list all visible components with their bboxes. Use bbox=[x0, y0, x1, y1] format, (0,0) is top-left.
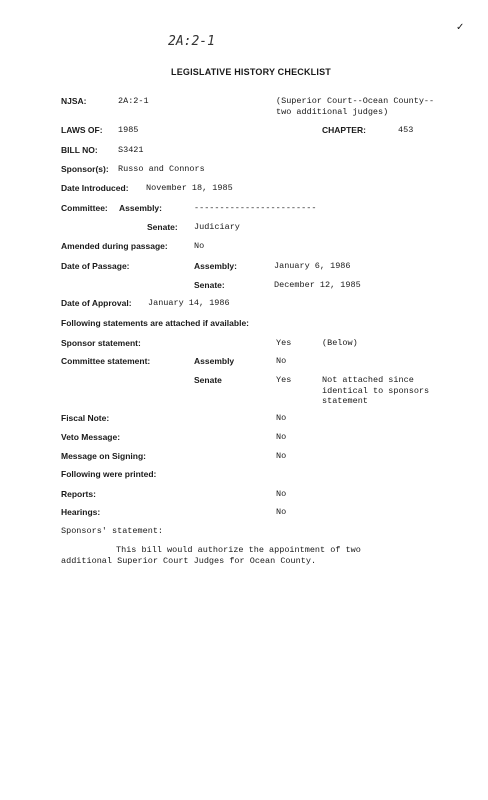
fiscal-note-label: Fiscal Note: bbox=[61, 413, 110, 423]
committee-statement-senate-value: Yes bbox=[276, 375, 292, 385]
page-title: LEGISLATIVE HISTORY CHECKLIST bbox=[171, 67, 331, 77]
committee-label: Committee: bbox=[61, 203, 108, 213]
date-of-approval-value: January 14, 1986 bbox=[148, 298, 230, 308]
sponsor-statement-note: (Below) bbox=[322, 338, 358, 348]
chapter-label: CHAPTER: bbox=[322, 125, 366, 135]
amended-label: Amended during passage: bbox=[61, 241, 168, 251]
njsa-value: 2A:2-1 bbox=[118, 96, 149, 106]
bill-no-label: BILL NO: bbox=[61, 145, 98, 155]
handwritten-id: 2A:2-1 bbox=[168, 34, 215, 49]
committee-statement-assembly-value: No bbox=[276, 356, 287, 366]
committee-statement-senate-label: Senate bbox=[194, 375, 222, 385]
hearings-label: Hearings: bbox=[61, 507, 101, 517]
sponsors-label: Sponsor(s): bbox=[61, 164, 109, 174]
passage-assembly-value: January 6, 1986 bbox=[274, 261, 351, 271]
sponsor-statement-label: Sponsor statement: bbox=[61, 338, 141, 348]
passage-assembly-label: Assembly: bbox=[194, 261, 237, 271]
njsa-note: (Superior Court--Ocean County--two additional judges) bbox=[276, 96, 435, 117]
sponsors-statement-text: This bill would authorize the appointment of two additional Superior Court Judges for Ocean County. bbox=[61, 545, 361, 566]
sponsors-value: Russo and Connors bbox=[118, 164, 205, 174]
message-on-signing-value: No bbox=[276, 451, 287, 461]
date-of-passage-label: Date of Passage: bbox=[61, 261, 130, 271]
veto-message-label: Veto Message: bbox=[61, 432, 121, 442]
laws-of-value: 1985 bbox=[118, 125, 139, 135]
fiscal-note-value: No bbox=[276, 413, 287, 423]
committee-statement-label: Committee statement: bbox=[61, 356, 151, 366]
message-on-signing-label: Message on Signing: bbox=[61, 451, 147, 461]
passage-senate-value: December 12, 1985 bbox=[274, 280, 361, 290]
committee-statement-senate-note: Not attached since identical to sponsors statement bbox=[322, 375, 430, 406]
amended-value: No bbox=[194, 241, 205, 251]
date-of-approval-label: Date of Approval: bbox=[61, 298, 132, 308]
passage-senate-label: Senate: bbox=[194, 280, 225, 290]
sponsors-statement-heading: Sponsors' statement: bbox=[61, 526, 164, 536]
date-introduced-value: November 18, 1985 bbox=[146, 183, 233, 193]
committee-senate-label: Senate: bbox=[147, 222, 178, 232]
committee-assembly-value: ------------------------ bbox=[194, 203, 317, 213]
reports-label: Reports: bbox=[61, 489, 96, 499]
date-introduced-label: Date Introduced: bbox=[61, 183, 129, 193]
laws-of-label: LAWS OF: bbox=[61, 125, 103, 135]
sponsor-statement-value: Yes bbox=[276, 338, 292, 348]
chapter-value: 453 bbox=[398, 125, 414, 135]
bill-no-value: S3421 bbox=[118, 145, 144, 155]
committee-assembly-label: Assembly: bbox=[119, 203, 162, 213]
reports-value: No bbox=[276, 489, 287, 499]
check-mark-icon: ✓ bbox=[456, 22, 465, 33]
following-attached-heading: Following statements are attached if available: bbox=[61, 318, 249, 328]
following-printed-heading: Following were printed: bbox=[61, 469, 157, 479]
hearings-value: No bbox=[276, 507, 287, 517]
veto-message-value: No bbox=[276, 432, 287, 442]
committee-senate-value: Judiciary bbox=[194, 222, 240, 232]
njsa-label: NJSA: bbox=[61, 96, 87, 106]
committee-statement-assembly-label: Assembly bbox=[194, 356, 235, 366]
